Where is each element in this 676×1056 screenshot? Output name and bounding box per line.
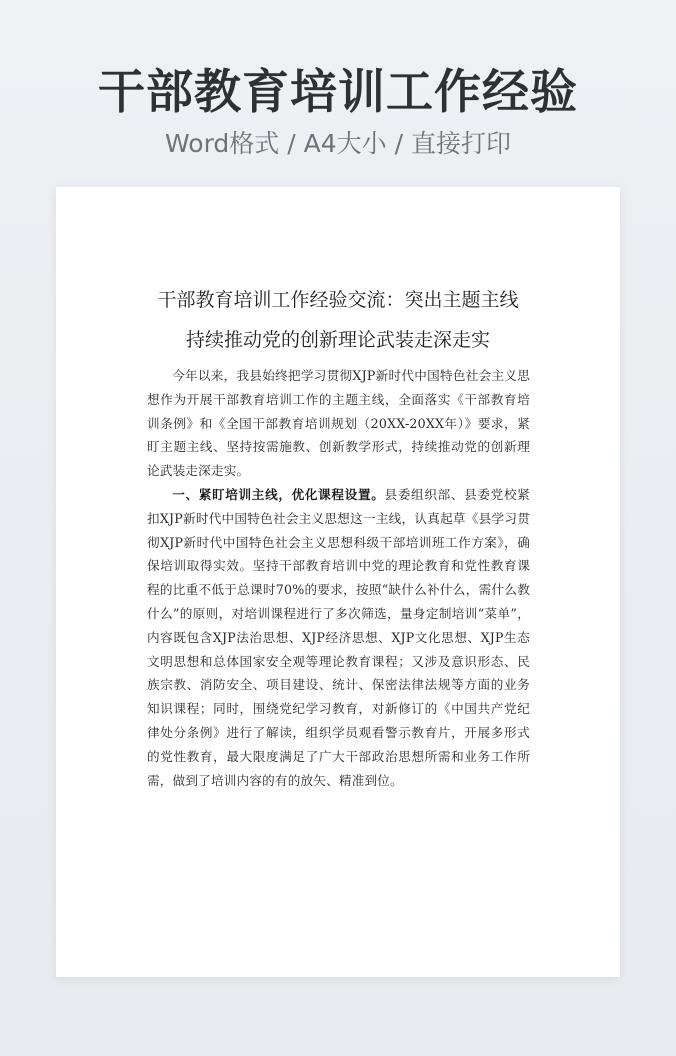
document-body: [147, 364, 530, 792]
page-title: 干部教育培训工作经验: [98, 65, 578, 120]
intro-paragraph: 今年以来，我县始终把学习贯彻XJP新时代中国特色社会主义思想作为开展干部教育培训工作的主题主线，全面落实《干部教育培训条例》和《全国干部教育培训规划（20XX-20XX年）》要求，紧盯主题主线、坚持按需施教、创新教学形式，持续推动党的创新理论武装走深走实。: [147, 368, 530, 479]
page-subtitle: Word格式 / A4大小 / 直接打印: [165, 129, 511, 158]
document-title-line-1: 干部教育培训工作经验交流：突出主题主线: [157, 289, 519, 311]
section-1-body: 县委组织部、县委党校紧扣XJP新时代中国特色社会主义思想这一主线，认真起草《县学习贯彻XJP新时代中国特色社会主义思想科级干部培训班工作方案》，确保培训取得实效。坚持干部教育培训中党的理论教育和党性教育课程的比重不低于总课时70%的要求，按照“缺什么补什么，需什么教什么”的原则，对培训课程进行了多次筛选，量身定制培训“菜单”，内容既包含XJP法治思想、XJP经济思想、XJP文化思想、XJP生态文明思想和总体国家安全观等理论教育课程；又涉及意识形态、民族宗教、消防安全、项目建设、统计、保密法律法规等方面的业务知识课程；同时，围绕党纪学习教育，对新修订的《中国共产党纪律处分条例》进行了解读，组织学员观看警示教育片，开展多形式的党性教育，最大限度满足了广大干部政治思想所需和业务工作所需，做到了培训内容的有的放矢、精准到位。: [147, 486, 531, 788]
section-1-paragraph: [147, 483, 530, 792]
document-page: [56, 187, 620, 977]
header: [0, 62, 676, 162]
document-title-line-2: 持续推动党的创新理论武装走深走实: [185, 329, 490, 351]
section-1-heading: 一、紧盯培训主线，优化课程设置。: [172, 486, 385, 502]
